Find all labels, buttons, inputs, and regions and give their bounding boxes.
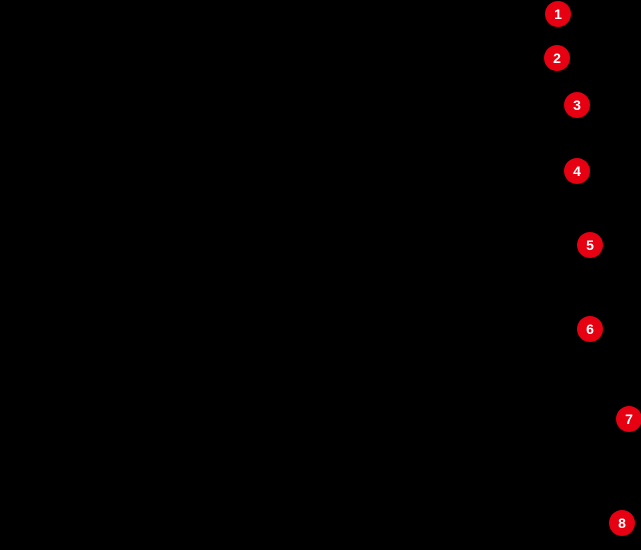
annotation-marker-label: 6 xyxy=(586,321,594,337)
annotation-marker-label: 3 xyxy=(573,97,581,113)
annotation-marker-label: 5 xyxy=(586,237,594,253)
annotation-marker-3[interactable] xyxy=(564,92,590,118)
annotation-marker-6[interactable] xyxy=(577,316,603,342)
annotation-marker-label: 2 xyxy=(553,50,561,66)
annotation-marker-label: 4 xyxy=(573,163,581,179)
annotation-marker-1[interactable] xyxy=(545,1,571,27)
annotation-marker-label: 7 xyxy=(625,411,633,427)
annotation-marker-5[interactable] xyxy=(577,232,603,258)
annotation-marker-4[interactable] xyxy=(564,158,590,184)
annotation-marker-7[interactable] xyxy=(616,406,641,432)
annotation-marker-8[interactable] xyxy=(609,510,635,536)
annotation-marker-2[interactable] xyxy=(544,45,570,71)
annotation-marker-label: 1 xyxy=(554,6,562,22)
annotation-marker-label: 8 xyxy=(618,515,626,531)
